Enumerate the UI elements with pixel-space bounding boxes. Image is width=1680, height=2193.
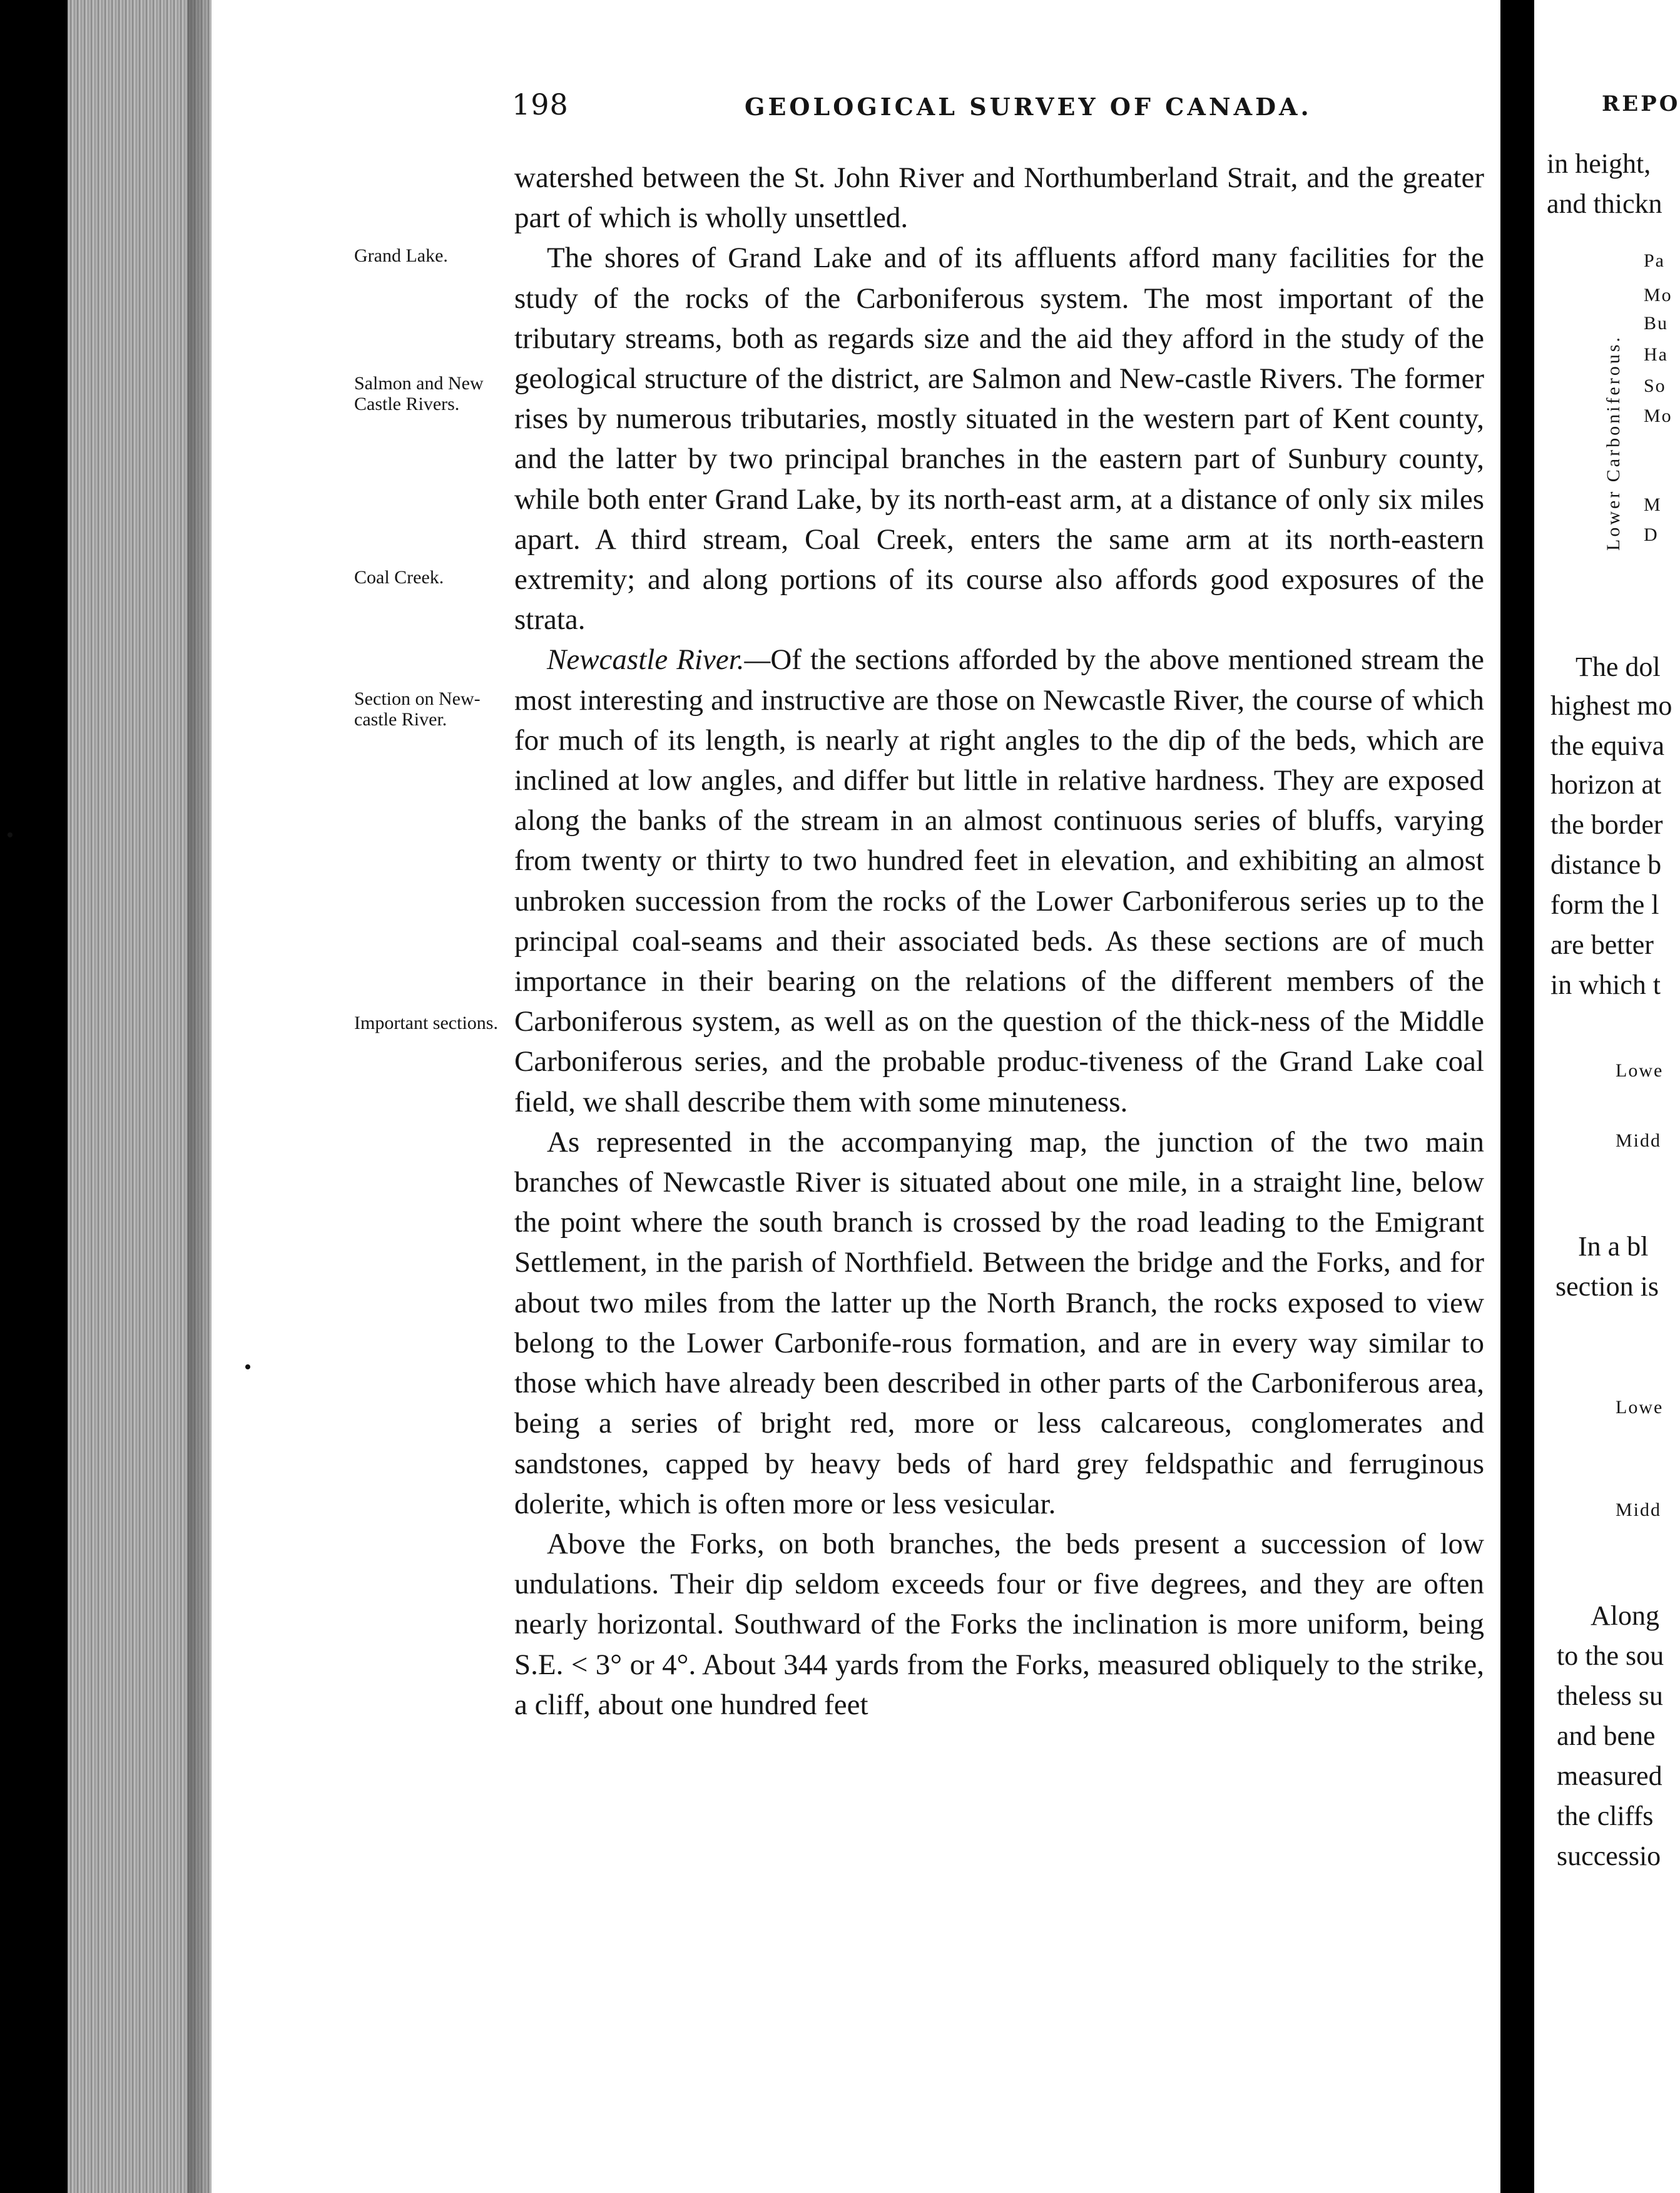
- np-line: In a bl: [1578, 1231, 1649, 1262]
- page-shadow: [188, 0, 211, 2193]
- np-line: and bene: [1557, 1720, 1656, 1751]
- np-line: The dol: [1576, 652, 1661, 682]
- paragraph-1: watershed between the St. John River and Northumberland Strait, and the greater part of which is wholly unsettled.: [514, 161, 1484, 235]
- np-line: form the l: [1550, 889, 1659, 920]
- np-table-row: Mo: [1644, 285, 1672, 305]
- next-page-running-head: REPO: [1602, 91, 1680, 116]
- book-edge-dark: [0, 0, 68, 2193]
- np-table-row: So: [1644, 376, 1666, 396]
- np-line: in which t: [1550, 969, 1661, 1000]
- sidenote-grand-lake: Grand Lake.: [354, 245, 448, 266]
- page-number: 198: [512, 88, 569, 121]
- scan-speck: [8, 832, 13, 837]
- paragraph-3-text: Of the sections afforded by the above mentioned stream the most interesting and instructive are those on Newcastle River, the course of which for much of its length, is nearly at right angles to the dip of the beds, which are inclined at low angles, and differ but little in relative hardness. They are exposed along the banks of the stream in an almost continuous series of bluffs, varying from twenty or thirty to two hundred feet in elevation, and exhibiting an almost unbroken succession from the rocks of the Lower Carboniferous series up to the principal coal-seams and their associated beds. As these sections are of much importance in their bearing on the relations of the different members of the Carboniferous system, as well as on the question of the thick-ness of the Middle Carboniferous series, and the probable produc-tiveness of the Grand Lake coal field, we shall describe them with some minuteness.: [514, 643, 1484, 1118]
- np-table-row: Bu: [1644, 313, 1669, 334]
- scan-speck: [245, 1364, 250, 1369]
- np-label: Midd: [1616, 1130, 1662, 1151]
- np-table-row: Ha: [1644, 344, 1668, 365]
- section-heading: Newcastle River.—: [547, 643, 771, 677]
- np-table-row: D: [1644, 524, 1659, 545]
- next-page-sliver: [1534, 0, 1680, 2193]
- sidenote-important-sections: Important sections.: [354, 1013, 498, 1033]
- np-line: the border: [1550, 809, 1663, 840]
- np-label: Lowe: [1616, 1060, 1664, 1081]
- np-table-row: Mo: [1644, 406, 1672, 426]
- sidenote-section-newcastle: Section on New-castle River.: [354, 688, 481, 730]
- sidenote-salmon-newcastle: Salmon and New Castle Rivers.: [354, 373, 484, 414]
- np-table-row: Pa: [1644, 250, 1665, 271]
- np-line: measured: [1557, 1761, 1662, 1791]
- np-vertical-label: Lower Carboniferous.: [1603, 335, 1624, 551]
- np-line: in height,: [1547, 148, 1651, 179]
- np-line: the equiva: [1550, 730, 1665, 761]
- running-title: GEOLOGICAL SURVEY OF CANADA.: [745, 93, 1312, 121]
- np-table-row: M: [1644, 494, 1662, 515]
- np-line: theless su: [1557, 1680, 1663, 1711]
- np-line: the cliffs: [1557, 1801, 1654, 1831]
- paragraph-5: Above the Forks, on both branches, the beds present a succession of low undulations. Their dip seldom exceeds four or five degrees, and they are often nearly horizontal. Southward of the Forks the inclination is more uniform, being S.E. < 3° or 4°. About 344 yards from the Forks, measured obliquely to the strike, a cliff, about one hundred feet: [514, 1527, 1484, 1721]
- np-line: to the sou: [1557, 1640, 1664, 1671]
- body-text: [514, 158, 1484, 1725]
- np-line: Along: [1591, 1600, 1659, 1631]
- gutter: [1500, 0, 1534, 2193]
- paragraph-4: As represented in the accompanying map, the junction of the two main branches of Newcastle River is situated about one mile, in a straight line, below the point where the south branch is crossed by the road leading to the Emigrant Settlement, in the parish of Northfield. Between the bridge and the Forks, and for about two miles from the latter up the North Branch, the rocks exposed to view belong to the Lower Carbonife-rous formation, and are in every way similar to those which have already been described in other parts of the Carboniferous area, being a series of bright red, more or less calcareous, conglomerates and sandstones, capped by heavy beds of hard grey feldspathic and ferruginous dolerite, which is often more or less vesicular.: [514, 1125, 1484, 1520]
- np-line: horizon at: [1550, 769, 1662, 800]
- np-label: Midd: [1616, 1500, 1662, 1520]
- np-line: distance b: [1550, 849, 1662, 880]
- paragraph-2: The shores of Grand Lake and of its affluents afford many facilities for the study of the rocks of the Carboniferous system. The most important of the tributary streams, both as regards size and the aid they afford in the study of the geological structure of the district, are Salmon and New-castle Rivers. The former rises by numerous tributaries, mostly situated in the western part of Kent county, and the latter by two principal branches in the eastern part of Sunbury county, while both enter Grand Lake, by its north-east arm, at a distance of only six miles apart. A third stream, Coal Creek, enters the same arm at its north-eastern extremity; and along portions of its course also affords good exposures of the strata.: [514, 242, 1484, 636]
- np-line: successio: [1557, 1841, 1661, 1871]
- np-line: section is: [1555, 1271, 1659, 1302]
- np-line: highest mo: [1550, 690, 1672, 721]
- np-line: and thickn: [1547, 188, 1662, 219]
- np-label: Lowe: [1616, 1397, 1664, 1418]
- np-line: are better: [1550, 929, 1654, 960]
- paragraph-3: [514, 640, 1484, 1122]
- sidenote-coal-creek: Coal Creek.: [354, 567, 444, 588]
